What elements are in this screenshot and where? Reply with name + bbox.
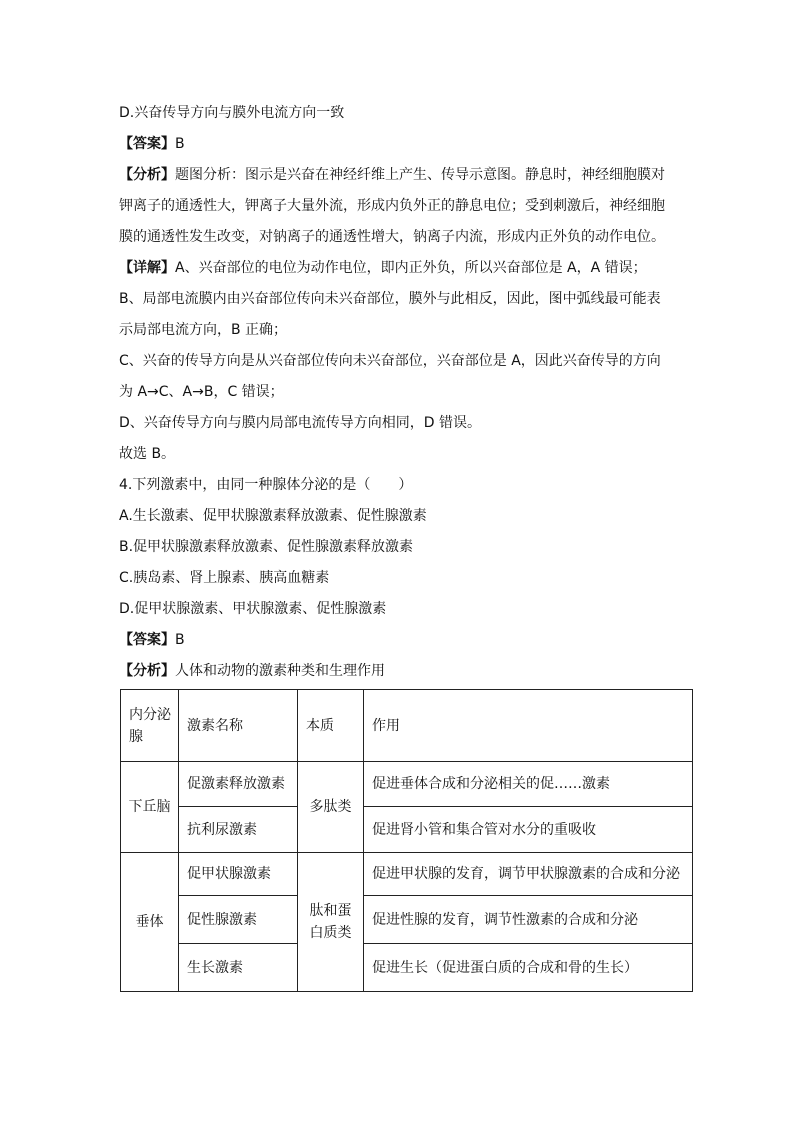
detail-text-1: A、兴奋部位的电位为动作电位，即内正外负，所以兴奋部位是 A，A 错误； [175,260,647,276]
header-nature: 本质 [298,690,364,762]
question-4-stem: 4.下列激素中，由同一种腺体分泌的是（ ） [119,477,413,493]
answer-value: B [175,136,185,152]
effect-cell: 促进性腺的发育，调节性激素的合成和分泌 [364,896,693,944]
hormone-table [120,689,693,992]
analysis-line-1 [119,165,665,185]
nature-line2: 白质类 [309,925,352,941]
gland-cell: 下丘脑 [121,762,179,853]
analysis-label-2: 【分析】 [119,663,175,679]
question-4-option-b: B.促甲状腺激素释放激素、促性腺激素释放激素 [119,539,414,555]
table-row [121,807,693,853]
hormone-cell: 抗利尿激素 [179,807,298,853]
question-4-option-d: D.促甲状腺激素、甲状腺激素、促性腺激素 [119,601,387,617]
nature-cell: 多肽类 [298,762,364,853]
header-hormone: 激素名称 [179,690,298,762]
answer-value-2: B [175,632,185,648]
nature-cell [298,853,364,992]
answer-line-2 [119,630,185,650]
answer-label: 【答案】 [119,136,175,152]
detail-line-3: 示局部电流方向，B 正确； [119,322,288,338]
table-row [121,944,693,992]
table-row [121,853,693,896]
analysis-text-4: 人体和动物的激素种类和生理作用 [175,663,385,679]
table-row [121,762,693,807]
detail-line-2: B、局部电流膜内由兴奋部位传向未兴奋部位，膜外与此相反，因此，图中弧线最可能表 [119,291,661,307]
analysis-line-3: 膜的通透性发生改变，对钠离子的通透性增大，钠离子内流，形成内正外负的动作电位。 [119,229,665,245]
hormone-cell: 促性腺激素 [179,896,298,944]
nature-line1: 肽和蛋 [309,903,352,919]
detail-line-1 [119,258,647,278]
analysis-line-4 [119,661,385,681]
effect-cell: 促进垂体合成和分泌相关的促……激素 [364,762,693,807]
detail-line-6: D、兴奋传导方向与膜内局部电流传导方向相同，D 错误。 [119,415,482,431]
gland-cell: 垂体 [121,853,179,992]
table-header-row [121,690,693,762]
analysis-line-2: 钾离子的通透性大，钾离子大量外流，形成内负外正的静息电位；受到刺激后，神经细胞 [119,198,665,214]
header-gland-line2: 腺 [129,728,143,745]
answer-label-2: 【答案】 [119,632,175,648]
choose-line: 故选 B。 [119,446,176,462]
detail-line-4: C、兴奋的传导方向是从兴奋部位传向未兴奋部位，兴奋部位是 A，因此兴奋传导的方向 [119,353,661,369]
table-row [121,896,693,944]
analysis-label: 【分析】 [119,167,175,183]
detail-label: 【详解】 [119,260,175,276]
hormone-cell: 促甲状腺激素 [179,853,298,896]
header-effect: 作用 [364,690,693,762]
header-gland [121,690,179,762]
option-d-line: D.兴奋传导方向与膜外电流方向一致 [119,105,345,121]
header-gland-line1: 内分泌 [129,706,171,723]
question-4-option-c: C.胰岛素、肾上腺素、胰高血糖素 [119,570,330,586]
effect-cell: 促进甲状腺的发育，调节甲状腺激素的合成和分泌 [364,853,693,896]
answer-line [119,134,185,154]
detail-line-5: 为 A→C、A→B，C 错误； [119,384,284,400]
hormone-cell: 促激素释放激素 [179,762,298,807]
analysis-text-1: 题图分析：图示是兴奋在神经纤维上产生、传导示意图。静息时，神经细胞膜对 [175,167,665,183]
hormone-cell: 生长激素 [179,944,298,992]
effect-cell: 促进肾小管和集合管对水分的重吸收 [364,807,693,853]
effect-cell: 促进生长（促进蛋白质的合成和骨的生长） [364,944,693,992]
question-4-option-a: A.生长激素、促甲状腺激素释放激素、促性腺激素 [119,508,427,524]
